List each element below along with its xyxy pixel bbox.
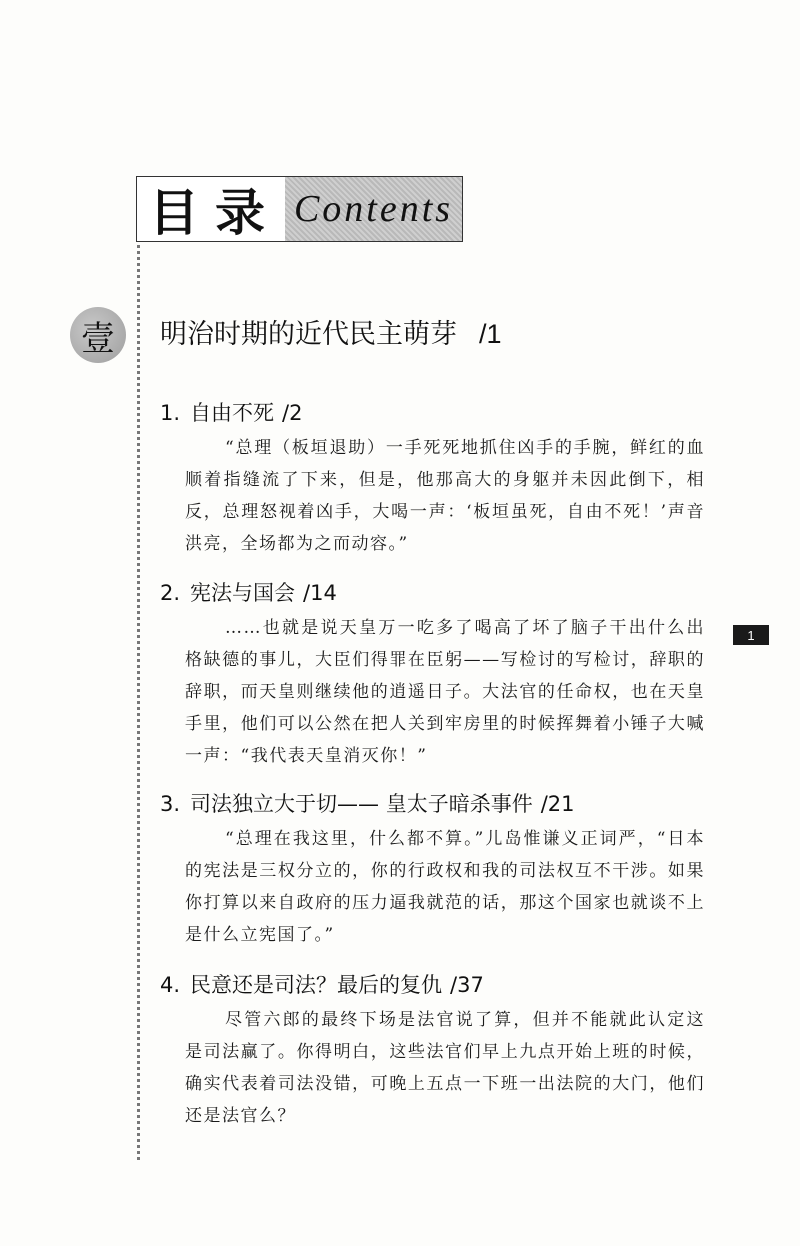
toc-entry[interactable]: [160, 398, 705, 560]
entry-title: 自由不死: [190, 401, 275, 425]
entry-number: 2.: [160, 581, 181, 605]
contents-header: [136, 176, 463, 242]
entry-summary: “总理在我这里，什么都不算。”儿岛惟谦义正词严，“日本的宪法是三权分立的，你的行政权和我的司法权互不干涉。如果你打算以来自政府的压力逼我就范的话，那这个国家也就谈不上是什么立宪国了。”: [185, 829, 705, 945]
entry-summary: ……也就是说天皇万一吃多了喝高了坏了脑子干出什么出格缺德的事儿，大臣们得罪在臣躬——写检讨的写检讨，辞职的辞职，而天皇则继续他的逍遥日子。大法官的任命权，也在天皇手里，他们可以公然在把人关到牢房里的时候挥舞着小锤子大喊一声：“我代表天皇消灭你！”: [185, 618, 705, 766]
entry-summary: 尽管六郎的最终下场是法官说了算，但并不能就此认定这是司法赢了。你得明白，这些法官们早上九点开始上班的时候，确实代表着司法没错，可晚上五点一下班一出法院的大门，他们还是法官么？: [185, 1010, 705, 1126]
contents-title-cn: 目录: [137, 177, 285, 241]
entry-page: /21: [540, 792, 575, 816]
entry-title-line[interactable]: [160, 789, 705, 819]
entry-number: 1.: [160, 401, 181, 425]
entry-title-line[interactable]: [160, 398, 705, 428]
entry-page: /14: [303, 581, 337, 605]
chapter-page: /1: [479, 319, 502, 349]
entry-page: /2: [282, 401, 303, 425]
entry-summary: “总理（板垣退助）一手死死地抓住凶手的手腕，鲜红的血顺着指缝流了下来，但是，他那高大的身躯并未因此倒下，相反，总理怒视着凶手，大喝一声：‘板垣虽死，自由不死！’声音洪亮，全场都为之而动容。”: [185, 438, 705, 554]
entry-number: 3.: [160, 792, 181, 816]
chapter-heading[interactable]: [160, 312, 502, 351]
entry-title: 宪法与国会: [190, 581, 296, 605]
page-number-tab: 1: [733, 625, 769, 645]
entry-number: 4.: [160, 973, 181, 997]
toc-entry[interactable]: [160, 789, 705, 951]
chapter-title: 明治时期的近代民主萌芽: [160, 319, 457, 350]
toc-entry[interactable]: [160, 970, 705, 1132]
entry-title: 司法独立大于切—— 皇太子暗杀事件: [190, 792, 533, 816]
entry-page: /37: [450, 973, 484, 997]
entry-title: 民意还是司法？最后的复仇: [190, 973, 443, 997]
toc-entry[interactable]: [160, 578, 705, 772]
contents-title-en: Contents: [285, 177, 462, 241]
entry-title-line[interactable]: [160, 578, 705, 608]
chapter-number-badge: 壹: [70, 307, 126, 363]
entry-title-line[interactable]: [160, 970, 705, 1000]
dotted-margin-line: [137, 245, 140, 1160]
